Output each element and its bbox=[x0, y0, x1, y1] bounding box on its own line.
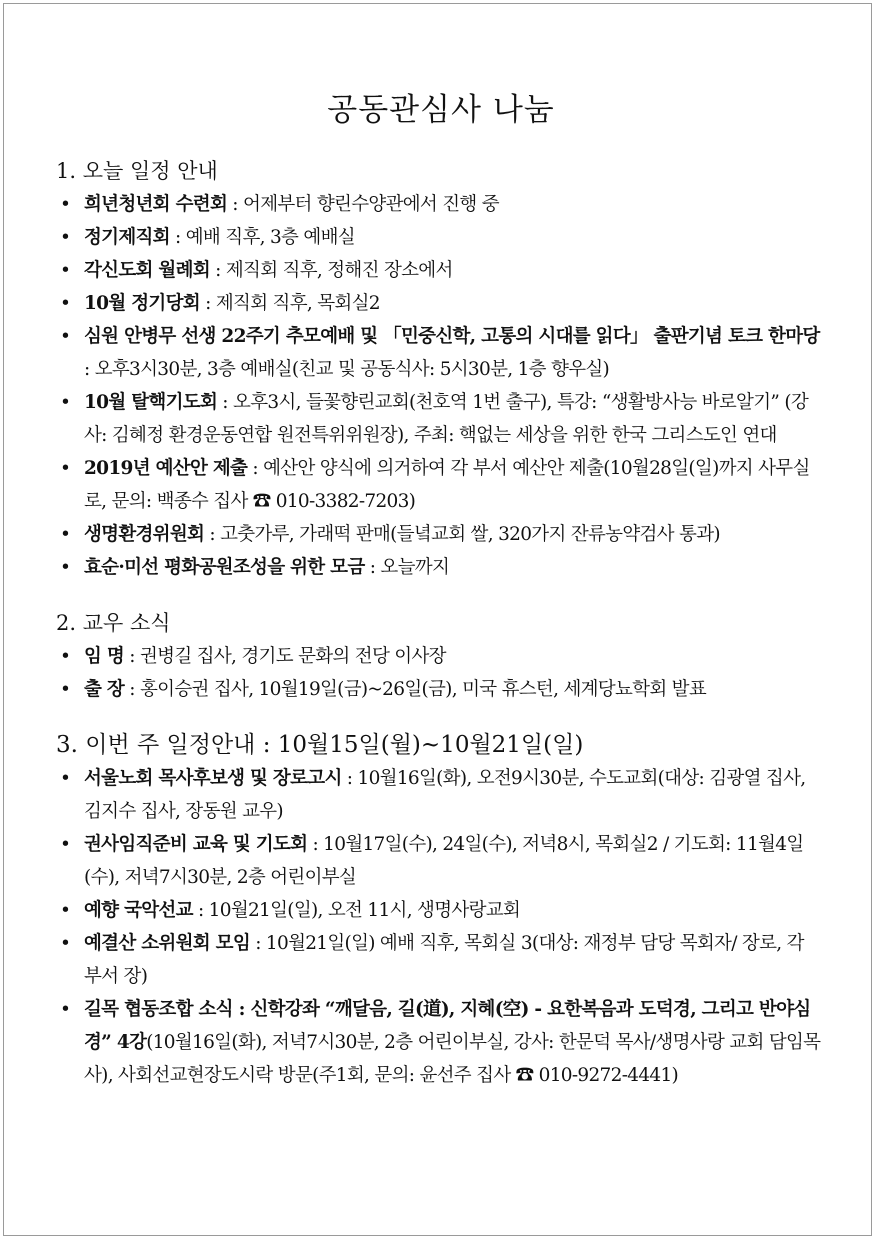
page-title: 공동관심사 나눔 bbox=[327, 92, 555, 128]
item-text: : 제직회 직후, 목회실2 bbox=[199, 293, 380, 314]
section-heading: 1. 오늘 일정 안내 bbox=[56, 159, 218, 183]
item-text: : 권병길 집사, 경기도 문화의 전당 이사장 bbox=[124, 646, 446, 667]
item-text: : 10월21일(일), 오전 11시, 생명사랑교회 bbox=[192, 900, 521, 921]
item-key: 정기제직회 bbox=[84, 227, 170, 248]
list-item bbox=[56, 221, 826, 254]
item-text: : 예산안 양식에 의거하여 각 부서 예산안 제출(10월28일(일)까지 사무실로, 문의: 백종수 집사 ☎ 010-3382-7203) bbox=[84, 458, 810, 512]
item-text: : 어제부터 향린수양관에서 진행 중 bbox=[227, 194, 499, 215]
item-text: : 예배 직후, 3층 예배실 bbox=[169, 227, 355, 248]
item-key: 예결산 소위원회 모임 bbox=[84, 933, 251, 954]
item-text: (10월16일(화), 저녁7시30분, 2층 어린이부실, 강사: 한문덕 목사/생명사랑 교회 담임목사), 사회선교현장도시락 방문(주1회, 문의: 윤선주 집사 ☎ 010-9272-4441) bbox=[84, 1032, 821, 1086]
item-key: 임 명 bbox=[84, 646, 125, 667]
item-key: 생명환경위원회 bbox=[84, 524, 205, 545]
list-item bbox=[56, 993, 826, 1092]
list-item bbox=[56, 518, 826, 551]
item-text: : 오후3시, 들꽃향린교회(천호역 1번 출구), 특강: “생활방사능 바로알기” (강사: 김혜정 환경운동연합 원전특위위원장), 주최: 핵없는 세상을 위한 한국 그리스도인 연대 bbox=[84, 392, 809, 446]
item-key: 출 장 bbox=[84, 679, 125, 700]
item-key: 서울노회 목사후보생 및 장로고시 bbox=[84, 768, 342, 789]
item-text: : 제직회 직후, 정해진 장소에서 bbox=[209, 260, 453, 281]
item-text: : 오늘까지 bbox=[364, 557, 450, 578]
item-key: 10월 정기당회 bbox=[84, 293, 200, 314]
list-item bbox=[56, 828, 826, 894]
list-item bbox=[56, 254, 826, 287]
section-heading: 3. 이번 주 일정안내 : 10월15일(월)~10월21일(일) bbox=[56, 732, 584, 758]
list-item bbox=[56, 188, 826, 221]
list-item bbox=[56, 551, 826, 584]
section-heading: 2. 교우 소식 bbox=[56, 611, 171, 635]
list-item bbox=[56, 894, 826, 927]
item-key: 10월 탈핵기도회 bbox=[84, 392, 218, 413]
item-key: 각신도회 월례회 bbox=[84, 260, 210, 281]
list-item bbox=[56, 762, 826, 828]
list-item bbox=[56, 287, 826, 320]
section-week bbox=[56, 728, 826, 1092]
item-key: 희년청년회 수련회 bbox=[84, 194, 228, 215]
item-key: 효순·미선 평화공원조성을 위한 모금 bbox=[84, 557, 365, 578]
item-text: : 오후3시30분, 3층 예배실(친교 및 공동식사: 5시30분, 1층 향우실) bbox=[84, 359, 610, 380]
item-text: : 고춧가루, 가래떡 판매(들녘교회 쌀, 320가지 잔류농약검사 통과) bbox=[204, 524, 720, 545]
list-item bbox=[56, 927, 826, 993]
item-key: 2019년 예산안 제출 bbox=[84, 458, 248, 479]
list-item bbox=[56, 673, 826, 706]
item-text: : 홍이승권 집사, 10월19일(금)~26일(금), 미국 휴스턴, 세계당뇨학회 발표 bbox=[124, 679, 707, 700]
list-item bbox=[56, 640, 826, 673]
item-key: 예향 국악선교 bbox=[84, 900, 193, 921]
section-today bbox=[56, 154, 826, 584]
item-text: : 10월17일(수), 24일(수), 저녁8시, 목회실2 / 기도회: 11월4일(수), 저녁7시30분, 2층 어린이부실 bbox=[84, 834, 804, 888]
list-item bbox=[56, 320, 826, 386]
section-members bbox=[56, 606, 826, 706]
item-text: : 10월21일(일) 예배 직후, 목회실 3(대상: 재정부 담당 목회자/ 장로, 각 부서 장) bbox=[84, 933, 804, 987]
document-body bbox=[56, 90, 826, 1092]
section-gap bbox=[56, 706, 826, 728]
section-gap bbox=[56, 584, 826, 606]
item-key: 길목 협동조합 소식 : 신학강좌 “깨달음, 길(道), 지혜(空) - 요한복음과 도덕경, 그리고 반야심경” 4강 bbox=[84, 999, 811, 1053]
item-key: 권사임직준비 교육 및 기도회 bbox=[84, 834, 308, 855]
item-text: : 10월16일(화), 오전9시30분, 수도교회(대상: 김광열 집사, 김지수 집사, 장동원 교우) bbox=[84, 768, 806, 822]
list-item bbox=[56, 386, 826, 452]
item-key: 심원 안병무 선생 22주기 추모예배 및 「민중신학, 고통의 시대를 읽다」 출판기념 토크 한마당 bbox=[84, 326, 820, 347]
list-item bbox=[56, 452, 826, 518]
